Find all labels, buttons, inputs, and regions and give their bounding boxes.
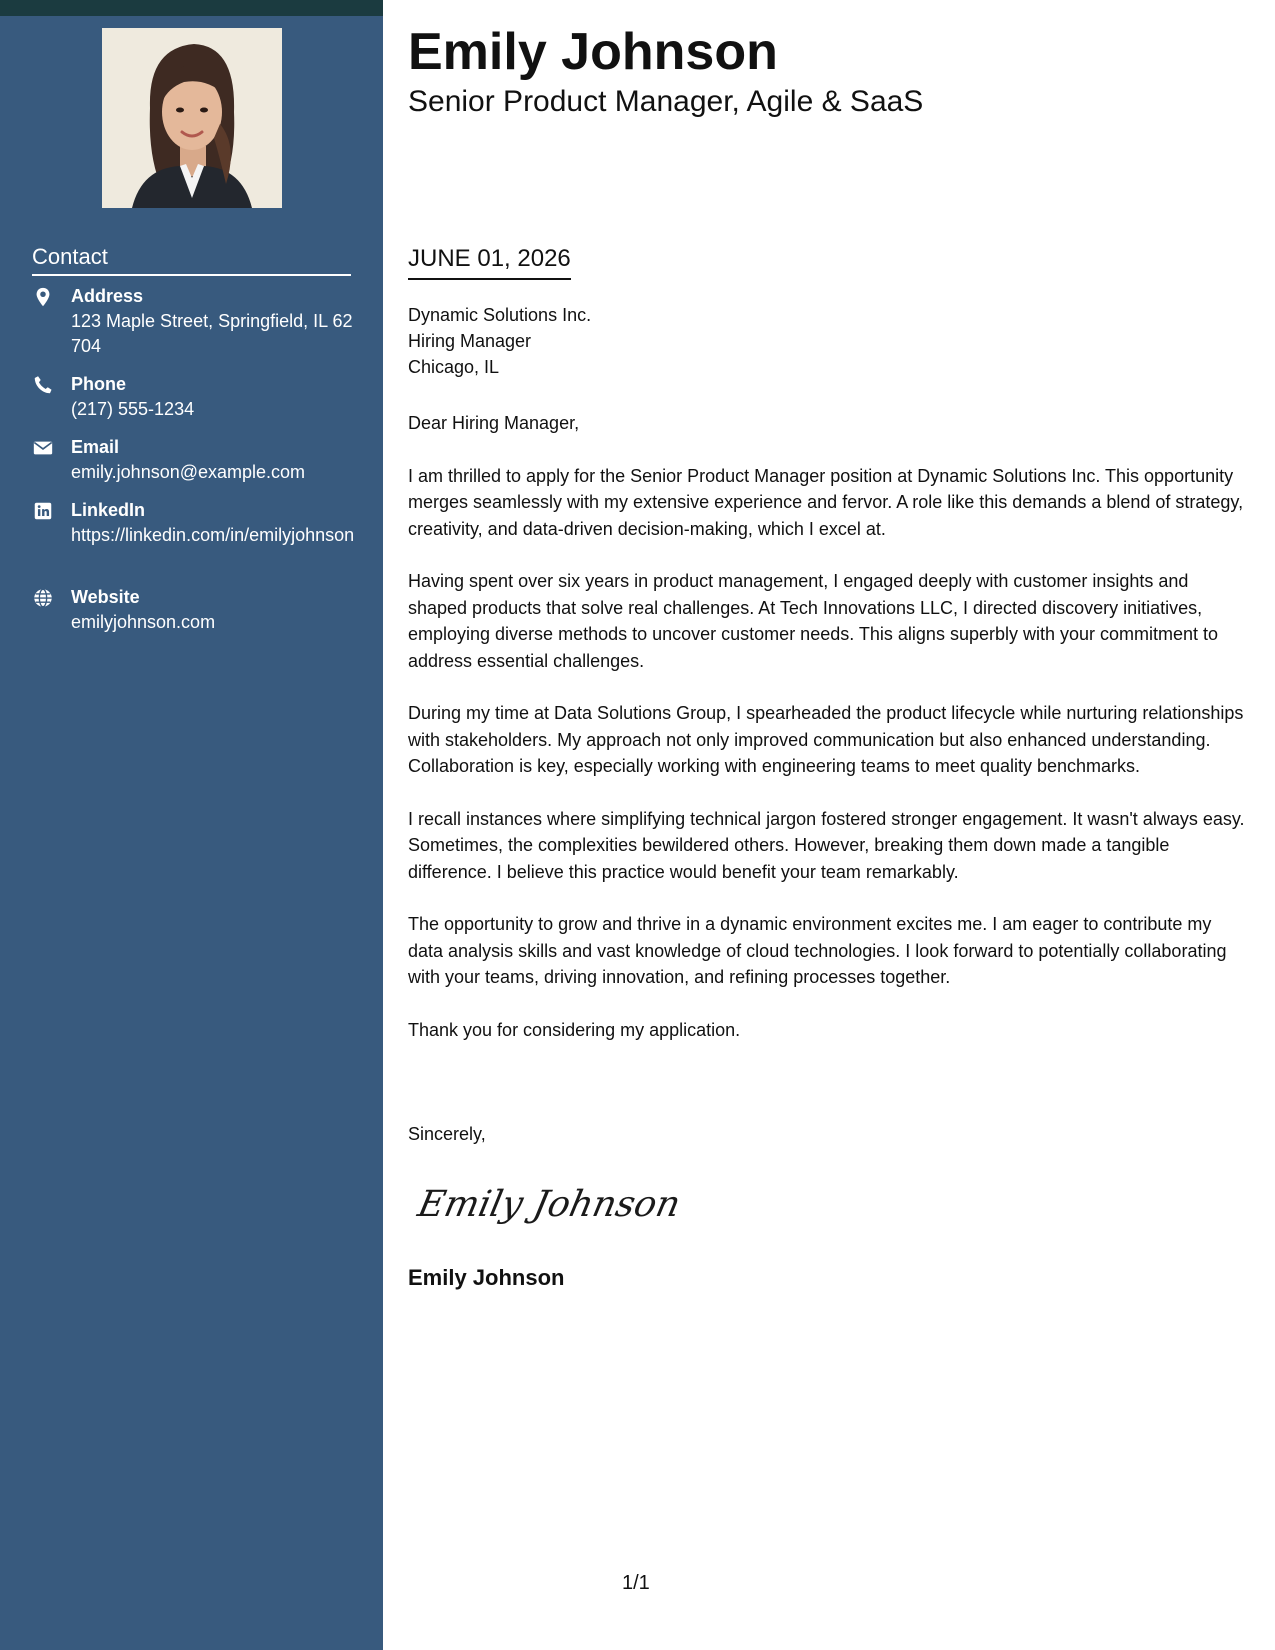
- contact-value: (217) 555-1234: [71, 399, 195, 419]
- contact-label: Phone: [71, 374, 127, 394]
- letter-paragraph: Having spent over six years in product management, I engaged deeply with customer insights and shaped products that solve real challenges. At Tech Innovations LLC, I directed discovery initiatives, employing diverse methods to uncover customer needs. This aligns superbly with your commitment to address essential challenges.: [408, 571, 1219, 671]
- globe-icon: [32, 587, 54, 609]
- envelope-icon: [32, 437, 54, 459]
- linkedin-link[interactable]: https://linkedin.com/in/emilyjohnson: [71, 525, 355, 545]
- letter-paragraph: During my time at Data Solutions Group, I spearheaded the product lifecycle while nurturing relationships with stakeholders. My approach not only improved communication but also enhanced understanding. Collaboration is key, especially working with engineering teams to meet quality benchmarks.: [408, 703, 1244, 776]
- phone-icon: [32, 374, 54, 396]
- salutation: Dear Hiring Manager,: [408, 413, 580, 433]
- linkedin-icon: [32, 500, 54, 522]
- sidebar: [0, 16, 383, 1650]
- letter-body: [408, 410, 1248, 1069]
- closing: Sincerely,: [408, 1124, 486, 1144]
- applicant-title: Senior Product Manager, Agile & SaaS: [408, 85, 924, 118]
- page-number: 1/1: [622, 1572, 650, 1594]
- contact-label: Address: [71, 286, 144, 306]
- contact-label: LinkedIn: [71, 500, 146, 520]
- letter-paragraph: I recall instances where simplifying technical jargon fostered stronger engagement. It wasn't always easy. Sometimes, the complexities bewildered others. However, breaking them down made a tangible difference. I believe this practice would benefit your team remarkably.: [408, 808, 1245, 882]
- handwritten-signature: [414, 1170, 685, 1245]
- letter-paragraph: I am thrilled to apply for the Senior Product Manager position at Dynamic Solutions Inc. This opportunity merges seamlessly with my extensive experience and fervor. A role like this demands a blend of strategy, creativity, and data-driven decision-making, which I excel at.: [408, 465, 1244, 539]
- signer-name: Emily Johnson: [408, 1265, 565, 1290]
- letter-date: JUNE 01, 2026: [408, 242, 571, 280]
- recipient-company: Dynamic Solutions Inc.: [408, 305, 592, 325]
- signature-script: Emily Johnson: [414, 1182, 685, 1225]
- contact-label: Website: [71, 587, 140, 607]
- website-link[interactable]: emilyjohnson.com: [71, 612, 216, 632]
- letter-paragraph: The opportunity to grow and thrive in a dynamic environment excites me. I am eager to contribute my data analysis skills and vast knowledge of cloud technologies. I look forward to potentially collaborating with your teams, driving innovation, and refining processes together.: [408, 914, 1227, 987]
- recipient-location: Chicago, IL: [408, 357, 500, 377]
- recipient-role: Hiring Manager: [408, 331, 532, 351]
- letter-paragraph: Thank you for considering my application.: [408, 1019, 741, 1040]
- contact-value: 123 Maple Street, Springfield, IL 62704: [71, 311, 353, 356]
- recipient-block: [408, 302, 591, 380]
- map-pin-icon: [32, 286, 54, 308]
- applicant-name: Emily Johnson: [408, 23, 778, 81]
- avatar: [102, 28, 282, 208]
- sidebar-top-accent: [0, 0, 383, 16]
- contact-label: Email: [71, 437, 120, 457]
- contact-heading: Contact: [32, 242, 351, 276]
- email-link[interactable]: emily.johnson@example.com: [71, 462, 306, 482]
